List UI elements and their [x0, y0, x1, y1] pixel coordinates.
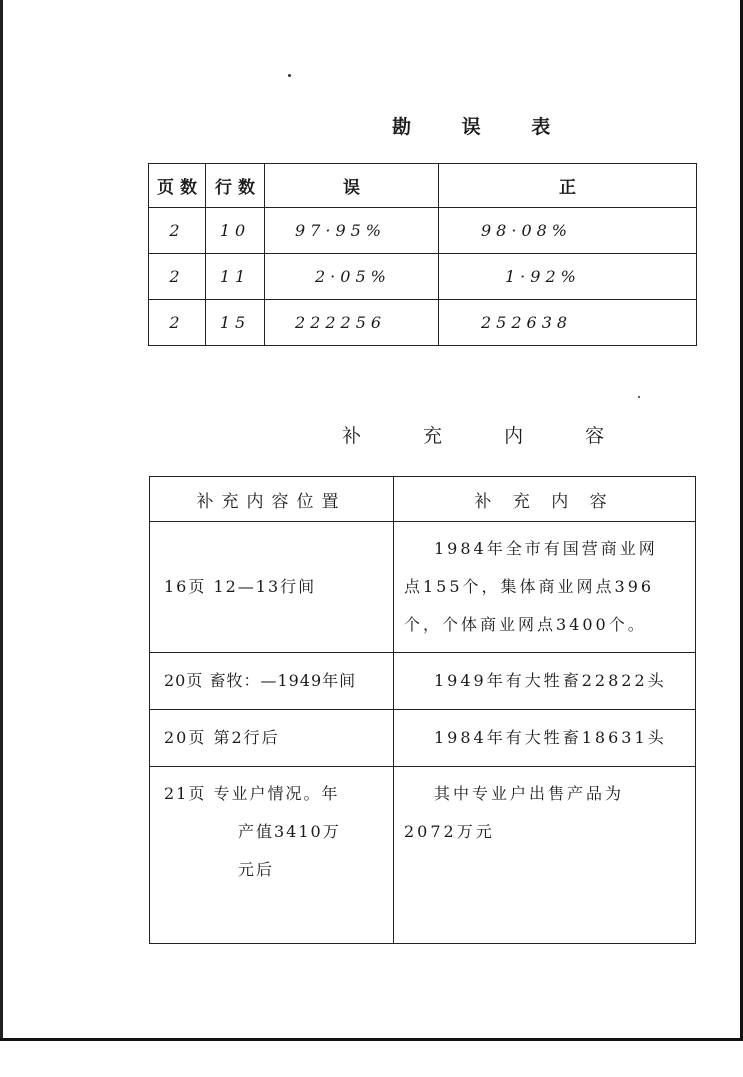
header-line: 行 数 — [206, 164, 265, 208]
cell-right: 252638 — [439, 300, 697, 346]
cell-content — [394, 653, 696, 710]
location-line: 21页 专业户情况。年 — [164, 784, 340, 803]
content-line: 2072万元 — [404, 822, 495, 841]
cell-page: 2 — [149, 208, 206, 254]
table-row — [150, 710, 696, 767]
cell-right: 98·08% — [439, 208, 697, 254]
content-line: 1949年有大牲畜22822头 — [434, 671, 667, 690]
content-line: 1984年有大牲畜18631头 — [434, 728, 667, 747]
cell-content — [394, 710, 696, 767]
errata-title: 勘 误 表 — [392, 116, 573, 138]
cell-content — [394, 522, 696, 653]
table-row — [150, 653, 696, 710]
cell-location: 20页 畜牧：—1949年间 — [150, 653, 394, 710]
table-row — [150, 522, 696, 653]
cell-wrong: 222256 — [265, 300, 439, 346]
errata-table — [148, 163, 697, 346]
content-line: 其中专业户出售产品为 — [434, 784, 625, 803]
location-line: 元后 — [238, 860, 275, 879]
supplement-title: 补 充 内 容 — [342, 425, 633, 447]
scan-speck — [638, 396, 640, 398]
cell-line: 11 — [206, 254, 265, 300]
scan-bottom-edge — [0, 1038, 743, 1077]
header-location: 补充内容位置 — [150, 477, 394, 522]
supplement-table — [149, 476, 696, 944]
scan-speck — [288, 74, 291, 77]
errata-header-row — [149, 164, 697, 208]
header-wrong: 误 — [265, 164, 439, 208]
supplement-header-row — [150, 477, 696, 522]
cell-line: 10 — [206, 208, 265, 254]
cell-wrong: 97·95% — [265, 208, 439, 254]
cell-page: 2 — [149, 300, 206, 346]
header-page: 页 数 — [149, 164, 206, 208]
content-line: 个，个体商业网点3400个。 — [404, 615, 647, 634]
cell-line: 15 — [206, 300, 265, 346]
cell-wrong: 2·05% — [265, 254, 439, 300]
header-right: 正 — [439, 164, 697, 208]
cell-location: 16页 12—13行间 — [150, 522, 394, 653]
cell-content — [394, 767, 696, 944]
content-line: 1984年全市有国营商业网 — [434, 539, 658, 558]
table-row — [149, 254, 697, 300]
cell-page: 2 — [149, 254, 206, 300]
header-content: 补 充 内 容 — [394, 477, 696, 522]
content-line: 点155个，集体商业网点396 — [404, 577, 655, 596]
cell-location: 20页 第2行后 — [150, 710, 394, 767]
cell-right: 1·92% — [439, 254, 697, 300]
cell-location — [150, 767, 394, 944]
location-line: 产值3410万 — [238, 822, 341, 841]
table-row — [149, 300, 697, 346]
table-row — [150, 767, 696, 944]
table-row — [149, 208, 697, 254]
scan-left-edge — [0, 0, 3, 1040]
